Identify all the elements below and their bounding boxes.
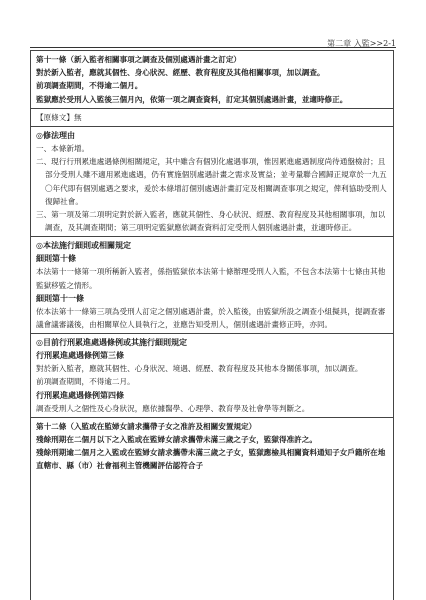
current-regulations-block xyxy=(31,334,393,418)
rules-heading: ◎本法施行細則或相關規定 xyxy=(36,241,131,251)
header-divider xyxy=(30,47,396,48)
regulation-3-title: 行刑累進處遇條例第三條 xyxy=(36,351,124,361)
rule-11-text: 依本法第十一條第三項為受刑人訂定之個別處遇計畫，於入監後，由監獄所設之調查小組擬具，提調查審議會議審議後，由相關單位人員執行之，並應告知受刑人，個別處遇計畫修正時，亦同。 xyxy=(36,306,386,330)
reason-item: 一、本條新增。 xyxy=(36,144,90,154)
rule-11-title: 細則第十一條 xyxy=(36,293,84,303)
content-table xyxy=(30,50,394,600)
article-12-block xyxy=(31,418,393,475)
regulation-4-title: 行刑累進處遇條例第四條 xyxy=(36,390,124,400)
rule-10-title: 細則第十條 xyxy=(36,254,76,264)
article-12-title: 第十二條（入監或在監婦女請求攜帶子女之准許及相關安置規定） xyxy=(36,421,257,431)
page-header: 第二章 入監>>2-1 xyxy=(327,39,396,48)
regulation-4-text: 調查受刑人之個性及心身狀況，應依據醫學、心理學、教育學及社會學等判斷之。 xyxy=(36,403,310,413)
regulations-heading: ◎目前行刑累進處遇條例或其施行細則規定 xyxy=(36,338,187,348)
reason-item: 二、現行行刑累進處遇條例相關規定，其中雖含有個別化處遇事項，惟因累進處遇制度尚待通盤檢討；且部分受刑人雖不適用累進處遇，仍有實施個別處遇計畫之需求及實益；並考量聯合國歸正規章於一九五〇年代即有個別處遇之要求，爰於本條增訂個別處遇計畫訂定及相關調查事項之規定，俾利協助受刑人復歸社會。 xyxy=(36,157,387,206)
reason-item: 三、第一項及第二項明定對於新入監者，應就其個性、身心狀況、經歷、教育程度及其他相關事項，加以調查，及其調查期間；第三項明定監獄應依調查資料訂定受刑人個別處遇計畫，並適時修正。 xyxy=(36,210,386,233)
article-11-block xyxy=(31,51,393,109)
article-12-para-1: 殘餘刑期在二個月以下之入監或在監婦女請求攜帶未滿三歲之子女，監獄得准許之。 xyxy=(36,435,317,445)
amendment-reason-block xyxy=(31,127,393,237)
enforcement-rules-block xyxy=(31,237,393,334)
reason-heading: ◎修法理由 xyxy=(36,131,75,141)
article-12-para-2: 殘餘刑期逾二個月之入監或在監婦女請求攜帶未滿三歲之子女，監獄應檢具相關資料通知子女戶籍所在地直轄市、縣（市）社會福利主管機關評估認符合子 xyxy=(36,448,386,471)
regulation-3-text: 對於新入監者，應就其個性、心身狀況、境遇、經歷、教育程度及其他本身關係事項，加以調查。 xyxy=(36,364,363,374)
original-text-label: 【原條文】無 xyxy=(36,112,82,122)
article-11-para-2: 前項調查期間，不得逾二個月。 xyxy=(36,81,143,91)
article-11-para-1: 對於新入監者，應就其個性、身心狀況、經歷、教育程度及其他相關事項，加以調查。 xyxy=(36,68,325,78)
article-11-title: 第十一條（新入監者相關事項之調查及個別處遇計畫之訂定） xyxy=(36,55,242,64)
article-11-para-3: 監獄應於受刑人入監後三個月內，依第一項之調查資料，訂定其個別處遇計畫，並適時修正。 xyxy=(36,94,348,104)
regulation-3-text-2: 前項調查期間，不得逾二月。 xyxy=(36,377,135,387)
original-text-block xyxy=(31,109,393,127)
rule-10-text: 本法第十一條第一項所稱新入監者，係指監獄依本法第十條辦理受刑人入監，不包含本法第十七條由其他監獄移監之情形。 xyxy=(36,267,386,290)
